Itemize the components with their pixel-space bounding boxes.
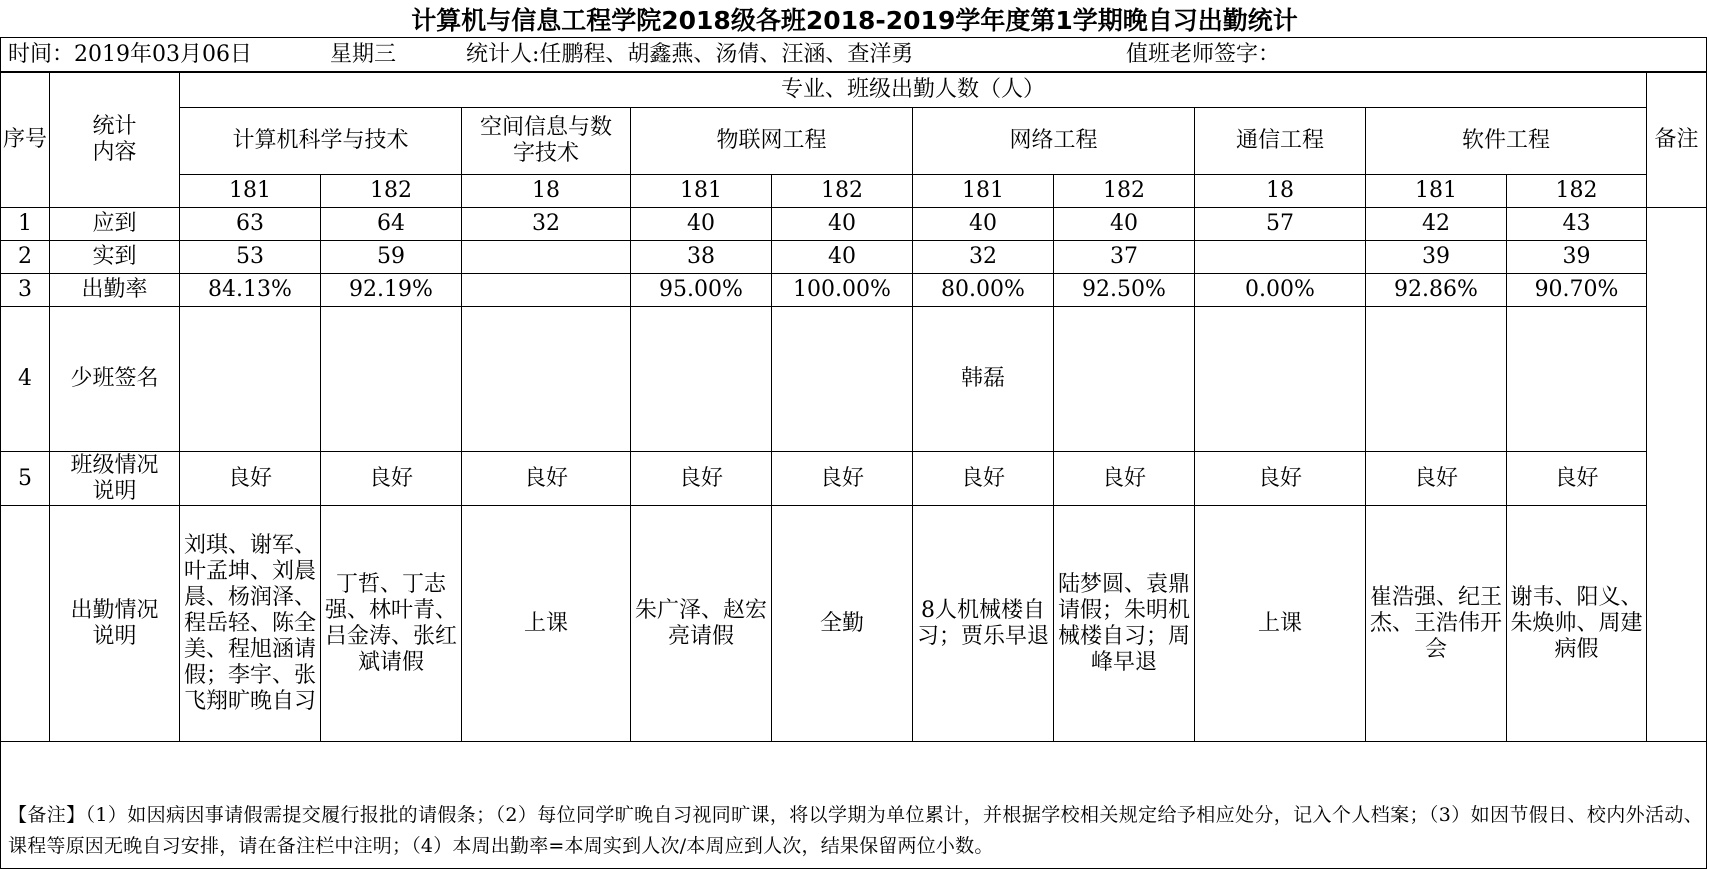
data-cell: 32 [913, 241, 1054, 274]
cell-text: 丁哲、丁志强、林叶青、吕金涛、张红斌请假 [324, 571, 457, 675]
class-cell: 181 [631, 175, 772, 208]
data-cell [321, 506, 462, 742]
header-content-label: 统计内容 [92, 114, 137, 165]
data-cell [180, 506, 321, 742]
row-label: 实到 [50, 241, 180, 274]
table-row [1, 307, 1707, 452]
cell-text: 朱广泽、赵宏亮请假 [634, 597, 767, 649]
frame-line [0, 37, 1, 869]
major-software: 软件工程 [1366, 108, 1647, 175]
row-number: 5 [1, 452, 50, 506]
data-cell: 良好 [180, 452, 321, 506]
cell-text: 上课 [1257, 610, 1302, 636]
major-spatial-label: 空间信息与数字技术 [479, 115, 612, 166]
data-cell [1366, 506, 1507, 742]
data-cell: 良好 [631, 452, 772, 506]
data-cell: 63 [180, 208, 321, 241]
data-cell: 80.00% [913, 274, 1054, 307]
table-row [1, 274, 1707, 307]
data-cell: 韩磊 [913, 307, 1054, 452]
stats-by-text: 统计人:任鹏程、胡鑫燕、汤倩、汪涵、查洋勇 [466, 42, 914, 67]
data-cell: 良好 [321, 452, 462, 506]
row-number: 2 [1, 241, 50, 274]
notes: 【备注】（1）如因病因事请假需提交履行报批的请假条；（2）每位同学旷晚自习视同旷课，将以学期为单位累计，并根据学校相关规定给予相应处分，记入个人档案；（3）如因节假日、校内外活动、课程等原因无晚自习安排，请在备注栏中注明；（4）本周出勤率=本周实到人次/本周应到人次，结果保留两位小数。 [8, 804, 1703, 857]
data-cell [913, 506, 1054, 742]
cell-text: 8人机械楼自习；贾乐早退 [916, 597, 1049, 649]
class-cell: 18 [462, 175, 631, 208]
table-row [1, 208, 1707, 241]
data-cell [462, 307, 631, 452]
class-cell: 182 [321, 175, 462, 208]
teacher-sign-text: 值班老师签字： [1126, 42, 1281, 67]
data-cell: 57 [1195, 208, 1366, 241]
header-seq: 序号 [1, 73, 50, 208]
data-cell [772, 506, 913, 742]
data-cell: 良好 [1054, 452, 1195, 506]
class-row [1, 175, 1707, 208]
data-cell: 38 [631, 241, 772, 274]
row-number: 4 [1, 307, 50, 452]
class-cell: 182 [772, 175, 913, 208]
header-group: 专业、班级出勤人数（人） [180, 73, 1647, 108]
row-label: 少班签名 [50, 307, 180, 452]
data-cell: 良好 [913, 452, 1054, 506]
data-cell: 0.00% [1195, 274, 1366, 307]
class-cell: 181 [913, 175, 1054, 208]
cell-text: 谢韦、阳义、朱焕帅、周建病假 [1510, 584, 1643, 662]
data-cell: 95.00% [631, 274, 772, 307]
cell-text: 崔浩强、纪王杰、王浩伟开会 [1369, 584, 1502, 662]
data-cell: 良好 [1366, 452, 1507, 506]
row-number: 3 [1, 274, 50, 307]
data-cell [462, 506, 631, 742]
data-cell: 92.86% [1366, 274, 1507, 307]
attendance-table [0, 72, 1707, 742]
class-cell: 182 [1507, 175, 1647, 208]
data-cell: 100.00% [772, 274, 913, 307]
data-cell [1507, 307, 1647, 452]
row-label-text: 出勤情况说明 [70, 597, 159, 649]
data-cell [1054, 307, 1195, 452]
data-cell [1195, 307, 1366, 452]
data-cell: 39 [1507, 241, 1647, 274]
date-text: 时间：2019年03月06日 [8, 42, 252, 67]
major-network: 网络工程 [913, 108, 1195, 175]
row-label [50, 452, 180, 506]
row-number [1, 506, 50, 742]
info-bar [0, 38, 1709, 70]
row-label-text: 班级情况说明 [70, 452, 159, 504]
class-cell: 181 [1366, 175, 1507, 208]
data-cell: 64 [321, 208, 462, 241]
major-spatial [462, 108, 631, 175]
major-cs: 计算机科学与技术 [180, 108, 462, 175]
cell-text: 刘琪、谢军、叶孟坤、刘晨晨、杨润泽、程岳轻、陈全美、程旭涵请假；李宇、张飞翔旷晚自习 [183, 532, 316, 714]
class-cell: 182 [1054, 175, 1195, 208]
data-cell: 良好 [1195, 452, 1366, 506]
data-cell: 良好 [1507, 452, 1647, 506]
data-cell [631, 506, 772, 742]
data-cell: 40 [1054, 208, 1195, 241]
row-label: 出勤率 [50, 274, 180, 307]
data-cell: 43 [1507, 208, 1647, 241]
header-content [50, 73, 180, 208]
data-cell: 39 [1366, 241, 1507, 274]
data-cell: 59 [321, 241, 462, 274]
cell-text: 上课 [523, 610, 568, 636]
data-cell: 40 [631, 208, 772, 241]
header-remark: 备注 [1647, 73, 1707, 208]
table-row [1, 506, 1707, 742]
table-row [1, 452, 1707, 506]
data-cell [1054, 506, 1195, 742]
data-cell: 92.50% [1054, 274, 1195, 307]
major-comm: 通信工程 [1195, 108, 1366, 175]
data-cell [462, 274, 631, 307]
row-label: 应到 [50, 208, 180, 241]
data-cell: 良好 [462, 452, 631, 506]
data-cell [180, 307, 321, 452]
data-cell [631, 307, 772, 452]
cell-text: 全勤 [819, 610, 864, 636]
class-cell: 181 [180, 175, 321, 208]
data-cell: 53 [180, 241, 321, 274]
data-cell [772, 307, 913, 452]
data-cell: 92.19% [321, 274, 462, 307]
remark-cell [1647, 208, 1707, 742]
sheet-title: 计算机与信息工程学院2018级各班2018-2019学年度第1学期晚自习出勤统计 [411, 6, 1298, 35]
data-cell: 42 [1366, 208, 1507, 241]
data-body [1, 208, 1707, 742]
row-number: 1 [1, 208, 50, 241]
data-cell [462, 241, 631, 274]
data-cell: 40 [913, 208, 1054, 241]
data-cell [1507, 506, 1647, 742]
data-cell: 40 [772, 208, 913, 241]
frame-line [1706, 37, 1707, 869]
data-cell: 84.13% [180, 274, 321, 307]
data-cell: 良好 [772, 452, 913, 506]
cell-text: 陆梦圆、袁鼎请假；朱明机械楼自习；周峰早退 [1057, 571, 1190, 675]
weekday-text: 星期三 [330, 42, 397, 67]
data-cell: 40 [772, 241, 913, 274]
data-cell: 90.70% [1507, 274, 1647, 307]
data-cell [1195, 506, 1366, 742]
data-cell: 37 [1054, 241, 1195, 274]
data-cell [321, 307, 462, 452]
data-cell [1195, 241, 1366, 274]
row-label [50, 506, 180, 742]
major-iot: 物联网工程 [631, 108, 913, 175]
data-cell: 32 [462, 208, 631, 241]
data-cell [1366, 307, 1507, 452]
class-cell: 18 [1195, 175, 1366, 208]
table-row [1, 241, 1707, 274]
